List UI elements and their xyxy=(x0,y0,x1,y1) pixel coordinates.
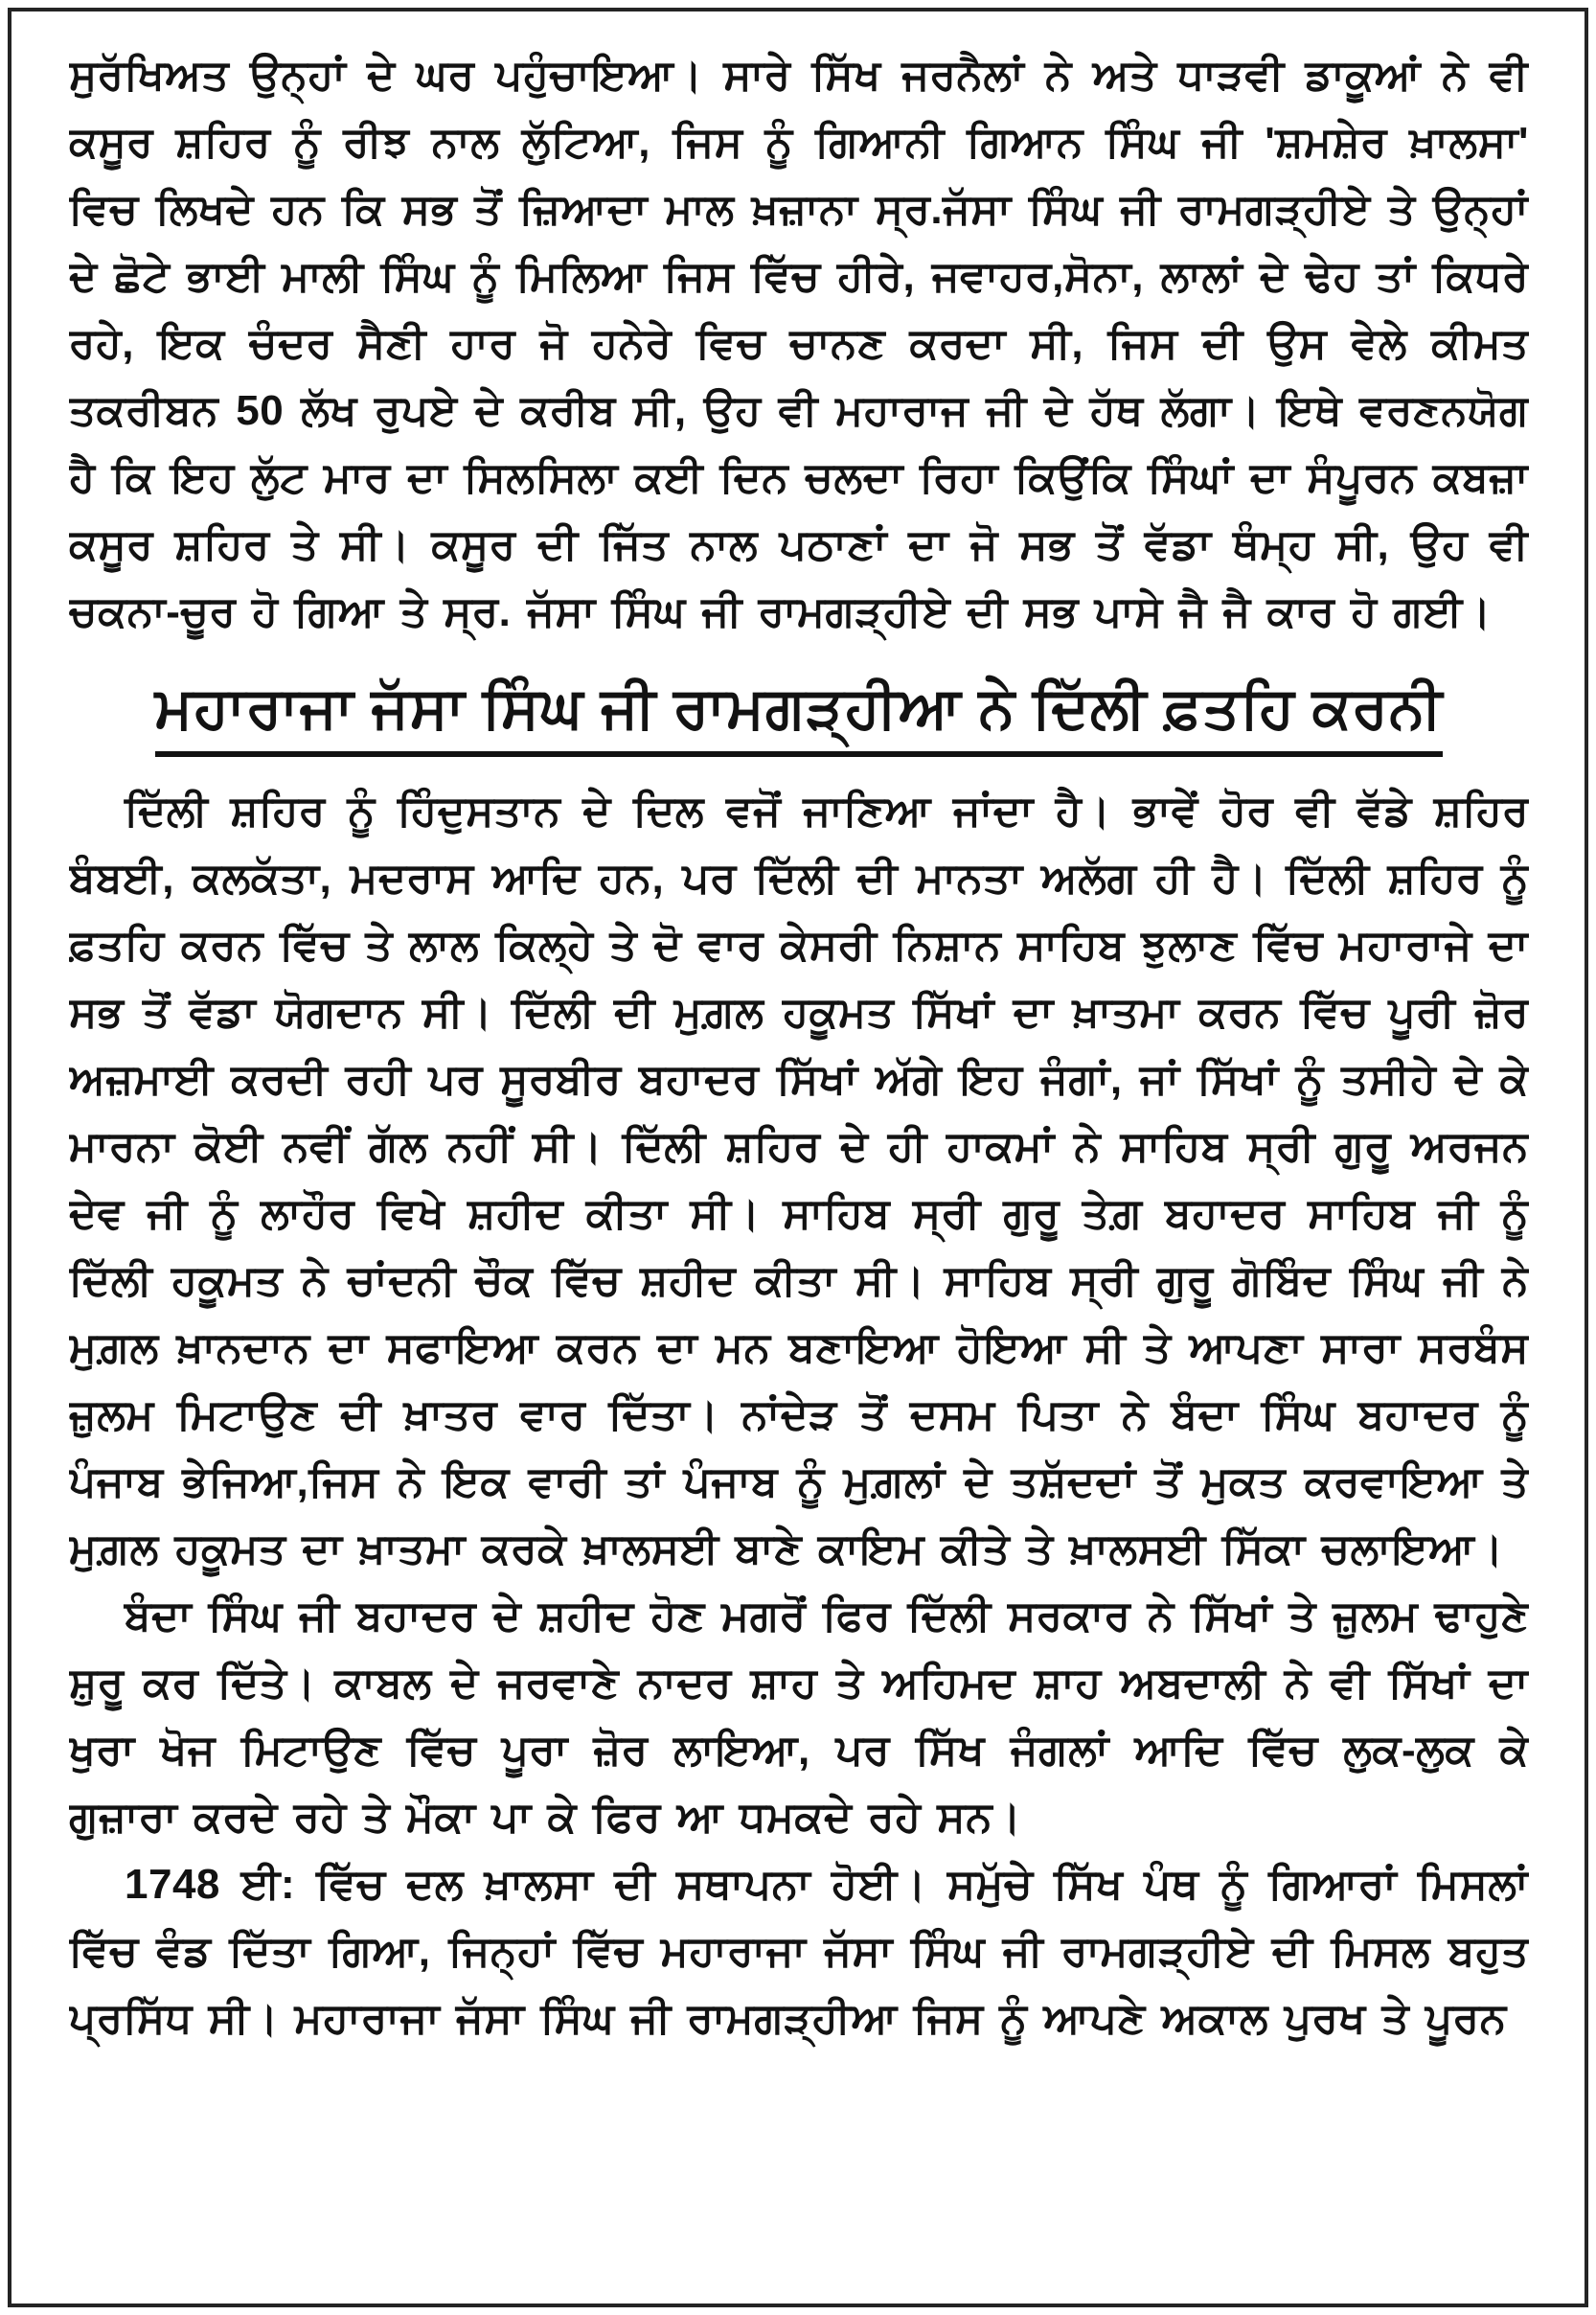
body-paragraph-delhi: ਦਿੱਲੀ ਸ਼ਹਿਰ ਨੂੰ ਹਿੰਦੁਸਤਾਨ ਦੇ ਦਿਲ ਵਜੋਂ ਜਾਣਿਆ ਜਾਂਦਾ ਹੈ। ਭਾਵੇਂ ਹੋਰ ਵੀ ਵੱਡੇ ਸ਼ਹਿਰ ਬੰਬਈ, ਕਲਕੱਤਾ, ਮਦਰਾਸ ਆਦਿ ਹਨ, ਪਰ ਦਿੱਲੀ ਦੀ ਮਾਨਤਾ ਅਲੱਗ ਹੀ ਹੈ। ਦਿੱਲੀ ਸ਼ਹਿਰ ਨੂੰ ਫ਼ਤਹਿ ਕਰਨ ਵਿੱਚ ਤੇ ਲਾਲ ਕਿਲ੍ਹੇ ਤੇ ਦੋ ਵਾਰ ਕੇਸਰੀ ਨਿਸ਼ਾਨ ਸਾਹਿਬ ਝੁਲਾਣ ਵਿੱਚ ਮਹਾਰਾਜੇ ਦਾ ਸਭ ਤੋਂ ਵੱਡਾ ਯੋਗਦਾਨ ਸੀ। ਦਿੱਲੀ ਦੀ ਮੁਗ਼ਲ ਹਕੂਮਤ ਸਿੱਖਾਂ ਦਾ ਖ਼ਾਤਮਾ ਕਰਨ ਵਿੱਚ ਪੂਰੀ ਜ਼ੋਰ ਅਜ਼ਮਾਈ ਕਰਦੀ ਰਹੀ ਪਰ ਸੂਰਬੀਰ ਬਹਾਦਰ ਸਿੱਖਾਂ ਅੱਗੇ ਇਹ ਜੰਗਾਂ, ਜਾਂ ਸਿੱਖਾਂ ਨੂੰ ਤਸੀਹੇ ਦੇ ਕੇ ਮਾਰਨਾ ਕੋਈ ਨਵੀਂ ਗੱਲ ਨਹੀਂ ਸੀ। ਦਿੱਲੀ ਸ਼ਹਿਰ ਦੇ ਹੀ ਹਾਕਮਾਂ ਨੇ ਸਾਹਿਬ ਸ੍ਰੀ ਗੁਰੂ ਅਰਜਨ ਦੇਵ ਜੀ ਨੂੰ ਲਾਹੌਰ ਵਿਖੇ ਸ਼ਹੀਦ ਕੀਤਾ ਸੀ। ਸਾਹਿਬ ਸ੍ਰੀ ਗੁਰੂ ਤੇਗ਼ ਬਹਾਦਰ ਸਾਹਿਬ ਜੀ ਨੂੰ ਦਿੱਲੀ ਹਕੂਮਤ ਨੇ ਚਾਂਦਨੀ ਚੌਕ ਵਿੱਚ ਸ਼ਹੀਦ ਕੀਤਾ ਸੀ। ਸਾਹਿਬ ਸ੍ਰੀ ਗੁਰੂ ਗੋਬਿੰਦ ਸਿੰਘ ਜੀ ਨੇ ਮੁਗ਼ਲ ਖ਼ਾਨਦਾਨ ਦਾ ਸਫਾਇਆ ਕਰਨ ਦਾ ਮਨ ਬਣਾਇਆ ਹੋਇਆ ਸੀ ਤੇ ਆਪਣਾ ਸਾਰਾ ਸਰਬੰਸ ਜ਼ੁਲਮ ਮਿਟਾਉਣ ਦੀ ਖ਼ਾਤਰ ਵਾਰ ਦਿੱਤਾ। ਨਾਂਦੇੜ ਤੋਂ ਦਸਮ ਪਿਤਾ ਨੇ ਬੰਦਾ ਸਿੰਘ ਬਹਾਦਰ ਨੂੰ ਪੰਜਾਬ ਭੇਜਿਆ,ਜਿਸ ਨੇ ਇਕ ਵਾਰੀ ਤਾਂ ਪੰਜਾਬ ਨੂੰ ਮੁਗ਼ਲਾਂ ਦੇ ਤਸ਼ੱਦਦਾਂ ਤੋਂ ਮੁਕਤ ਕਰਵਾਇਆ ਤੇ ਮੁਗ਼ਲ ਹਕੂਮਤ ਦਾ ਖ਼ਾਤਮਾ ਕਰਕੇ ਖ਼ਾਲਸਈ ਬਾਣੇ ਕਾਇਮ ਕੀਤੇ ਤੇ ਖ਼ਾਲਸਈ ਸਿੱਕਾ ਚਲਾਇਆ। xyxy=(69,788,1529,1572)
body-paragraph-dal-khalsa: 1748 ਈ: ਵਿੱਚ ਦਲ ਖ਼ਾਲਸਾ ਦੀ ਸਥਾਪਨਾ ਹੋਈ। ਸਮੁੱਚੇ ਸਿੱਖ ਪੰਥ ਨੂੰ ਗਿਆਰਾਂ ਮਿਸਲਾਂ ਵਿੱਚ ਵੰਡ ਦਿੱਤਾ ਗਿਆ, ਜਿਨ੍ਹਾਂ ਵਿੱਚ ਮਹਾਰਾਜਾ ਜੱਸਾ ਸਿੰਘ ਜੀ ਰਾਮਗੜ੍ਹੀਏ ਦੀ ਮਿਸਲ ਬਹੁਤ ਪ੍ਰਸਿੱਧ ਸੀ। ਮਹਾਰਾਜਾ ਜੱਸਾ ਸਿੰਘ ਜੀ ਰਾਮਗੜ੍ਹੀਆ ਜਿਸ ਨੂੰ ਆਪਣੇ ਅਕਾਲ ਪੁਰਖ ਤੇ ਪੂਰਨ xyxy=(69,1861,1529,2042)
body-paragraph-intro: ਸੁਰੱਖਿਅਤ ਉਨ੍ਹਾਂ ਦੇ ਘਰ ਪਹੁੰਚਾਇਆ। ਸਾਰੇ ਸਿੱਖ ਜਰਨੈਲਾਂ ਨੇ ਅਤੇ ਧਾੜਵੀ ਡਾਕੂਆਂ ਨੇ ਵੀ ਕਸੂਰ ਸ਼ਹਿਰ ਨੂੰ ਰੀਝ ਨਾਲ ਲੁੱਟਿਆ, ਜਿਸ ਨੂੰ ਗਿਆਨੀ ਗਿਆਨ ਸਿੰਘ ਜੀ 'ਸ਼ਮਸ਼ੇਰ ਖ਼ਾਲਸਾ' ਵਿਚ ਲਿਖਦੇ ਹਨ ਕਿ ਸਭ ਤੋਂ ਜ਼ਿਆਦਾ ਮਾਲ ਖ਼ਜ਼ਾਨਾ ਸ੍ਰ.ਜੱਸਾ ਸਿੰਘ ਜੀ ਰਾਮਗੜ੍ਹੀਏ ਤੇ ਉਨ੍ਹਾਂ ਦੇ ਛੋਟੇ ਭਾਈ ਮਾਲੀ ਸਿੰਘ ਨੂੰ ਮਿਲਿਆ ਜਿਸ ਵਿੱਚ ਹੀਰੇ, ਜਵਾਹਰ,ਸੋਨਾ, ਲਾਲਾਂ ਦੇ ਢੇਹ ਤਾਂ ਕਿਧਰੇ ਰਹੇ, ਇਕ ਚੰਦਰ ਸੈਣੀ ਹਾਰ ਜੋ ਹਨੇਰੇ ਵਿਚ ਚਾਨਣ ਕਰਦਾ ਸੀ, ਜਿਸ ਦੀ ਉਸ ਵੇਲੇ ਕੀਮਤ ਤਕਰੀਬਨ 50 ਲੱਖ ਰੁਪਏ ਦੇ ਕਰੀਬ ਸੀ, ਉਹ ਵੀ ਮਹਾਰਾਜ ਜੀ ਦੇ ਹੱਥ ਲੱਗਾ। ਇਥੇ ਵਰਣਨਯੋਗ ਹੈ ਕਿ ਇਹ ਲੁੱਟ ਮਾਰ ਦਾ ਸਿਲਸਿਲਾ ਕਈ ਦਿਨ ਚਲਦਾ ਰਿਹਾ ਕਿਉਂਕਿ ਸਿੰਘਾਂ ਦਾ ਸੰਪੂਰਨ ਕਬਜ਼ਾ ਕਸੂਰ ਸ਼ਹਿਰ ਤੇ ਸੀ। ਕਸੂਰ ਦੀ ਜਿੱਤ ਨਾਲ ਪਠਾਣਾਂ ਦਾ ਜੋ ਸਭ ਤੋਂ ਵੱਡਾ ਥੰਮ੍ਹ ਸੀ, ਉਹ ਵੀ ਚਕਨਾ-ਚੂਰ ਹੋ ਗਿਆ ਤੇ ਸ੍ਰ. ਜੱਸਾ ਸਿੰਘ ਜੀ ਰਾਮਗੜ੍ਹੀਏ ਦੀ ਸਭ ਪਾਸੇ ਜੈ ਜੈ ਕਾਰ ਹੋ ਗਈ। xyxy=(69,52,1529,635)
page-content xyxy=(69,42,1529,2286)
section-heading: ਮਹਾਰਾਜਾ ਜੱਸਾ ਸਿੰਘ ਜੀ ਰਾਮਗੜ੍ਹੀਆ ਨੇ ਦਿੱਲੀ ਫ਼ਤਹਿ ਕਰਨੀ xyxy=(155,671,1444,757)
body-paragraph-banda-singh: ਬੰਦਾ ਸਿੰਘ ਜੀ ਬਹਾਦਰ ਦੇ ਸ਼ਹੀਦ ਹੋਣ ਮਗਰੋਂ ਫਿਰ ਦਿੱਲੀ ਸਰਕਾਰ ਨੇ ਸਿੱਖਾਂ ਤੇ ਜ਼ੁਲਮ ਢਾਹੁਣੇ ਸ਼ੁਰੂ ਕਰ ਦਿੱਤੇ। ਕਾਬਲ ਦੇ ਜਰਵਾਣੇ ਨਾਦਰ ਸ਼ਾਹ ਤੇ ਅਹਿਮਦ ਸ਼ਾਹ ਅਬਦਾਲੀ ਨੇ ਵੀ ਸਿੱਖਾਂ ਦਾ ਖੁਰਾ ਖੋਜ ਮਿਟਾਉਣ ਵਿੱਚ ਪੂਰਾ ਜ਼ੋਰ ਲਾਇਆ, ਪਰ ਸਿੱਖ ਜੰਗਲਾਂ ਆਦਿ ਵਿੱਚ ਲੁਕ-ਲੁਕ ਕੇ ਗੁਜ਼ਾਰਾ ਕਰਦੇ ਰਹੇ ਤੇ ਮੌਕਾ ਪਾ ਕੇ ਫਿਰ ਆ ਧਮਕਦੇ ਰਹੇ ਸਨ। xyxy=(69,1593,1529,1841)
section-heading-container xyxy=(69,671,1529,757)
